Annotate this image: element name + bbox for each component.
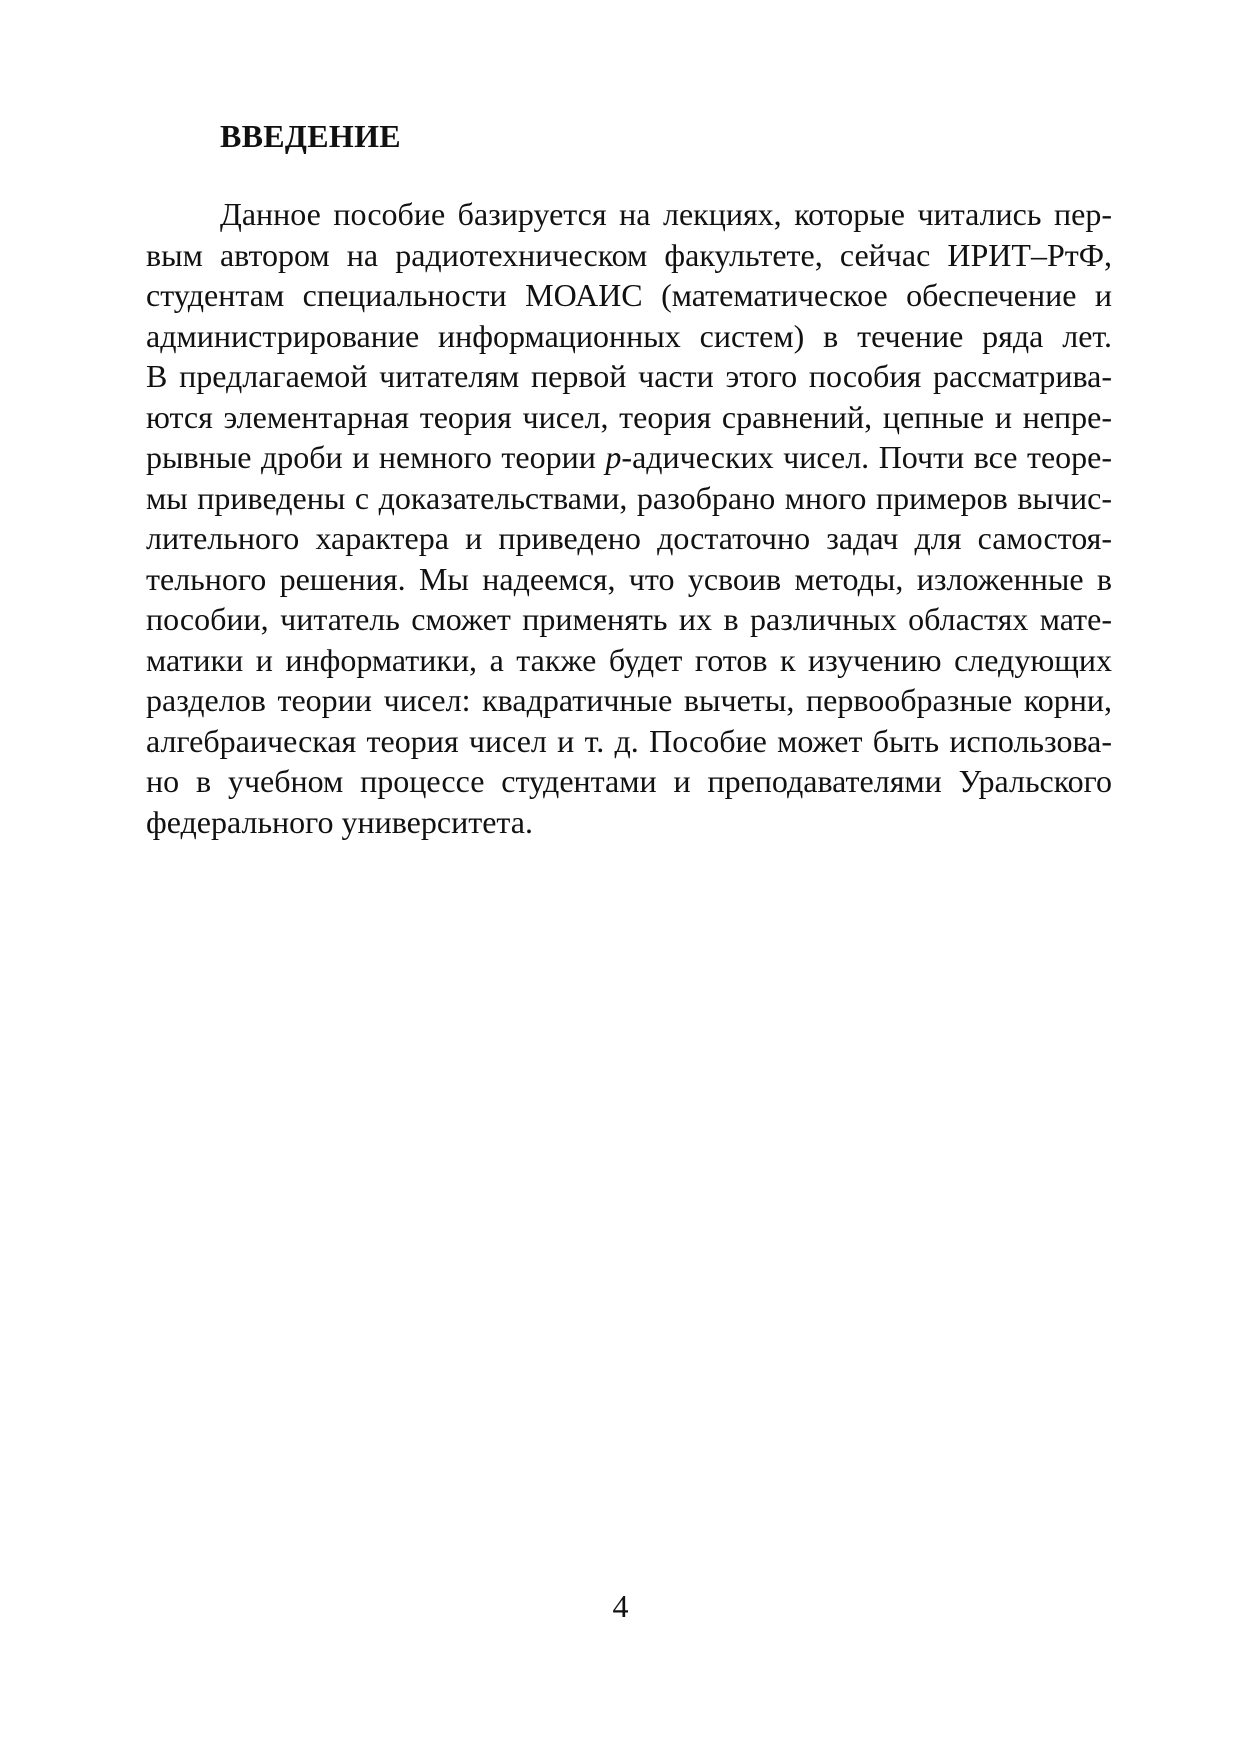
paragraph-line: В предлагаемой читателям первой части этого пособия рассматрива- (146, 358, 1112, 394)
paragraph-line: ются элементарная теория чисел, теория сравнений, цепные и непре- (146, 398, 1112, 435)
paragraph-line: матики и информатики, а также будет готов к изучению следующих (146, 641, 1112, 678)
paragraph-line: разделов теории чисел: квадратичные вычеты, первообразные корни, (146, 682, 1112, 718)
italic-variable: p (605, 439, 622, 475)
paragraph-line: студентам специальности МОАИС (математическое обеспечение и (146, 277, 1112, 313)
intro-paragraph (146, 194, 1112, 842)
paragraph-line: Данное пособие базируется на лекциях, которые читались пер- (220, 196, 1112, 232)
paragraph-line: лительного характера и приведено достаточно задач для самостоя- (146, 520, 1112, 556)
paragraph-line: но в учебном процессе студентами и преподавателями Уральского (146, 763, 1112, 799)
paragraph-line: вым автором на радиотехническом факультете, сейчас ИРИТ–РтФ, (146, 236, 1112, 273)
paragraph-line: мы приведены с доказательствами, разобрано много примеров вычис- (146, 479, 1112, 516)
paragraph-line: администрирование информационных систем) в течение ряда лет. (146, 317, 1112, 354)
section-heading: ВВЕДЕНИЕ (220, 118, 401, 154)
paragraph-line (146, 437, 1112, 478)
paragraph-text: -адических чисел. Почти все теоре- (621, 439, 1113, 475)
paragraph-line: пособии, читатель сможет применять их в различных областях мате- (146, 601, 1112, 637)
paragraph-line: федерального университета. (146, 803, 533, 840)
paragraph-line: алгебраическая теория чисел и т. д. Пособие может быть использова- (146, 722, 1112, 759)
paragraph-line: тельного решения. Мы надеемся, что усвоив методы, изложенные в (146, 560, 1112, 597)
page-number: 4 (612, 1588, 629, 1624)
paragraph-text: рывные дроби и немного теории (146, 439, 606, 475)
